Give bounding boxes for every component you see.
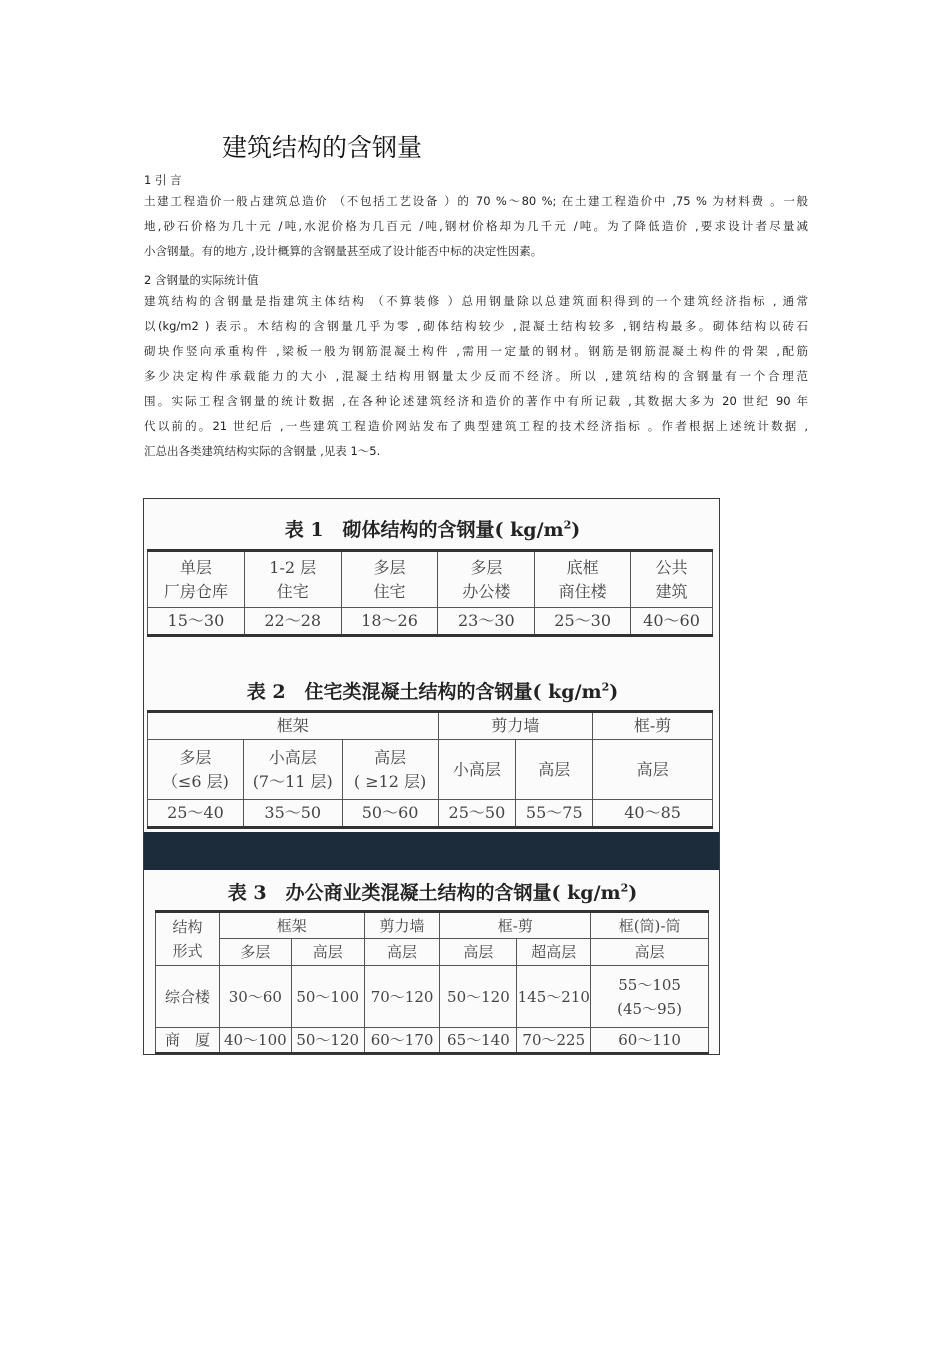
- table-group-header: 框-剪: [593, 712, 713, 740]
- table-header-cell: 小高层 (7～11 层): [243, 740, 342, 800]
- body-line: 围。实际工程含钢量的统计数据 ,在各种论述建筑经济和造价的著作中有所记载 ,其数据大多为 20 世纪 90 年: [144, 394, 808, 408]
- table-cell: 50～120: [440, 966, 517, 1028]
- table2-caption-end: ): [609, 681, 619, 703]
- body-line: 地,砂石价格为几十元 /吨,水泥价格为几百元 /吨,钢材价格却为几千元 /吨。为了降低造价 ,要求设计者尽量减: [144, 219, 808, 233]
- table-group-header: 框(筒)-筒: [591, 912, 709, 939]
- body-line: 建筑结构的含钢量是指建筑主体结构 （不算装修 ）总用钢量除以总建筑面积得到的一个建筑经济指标 , 通常: [144, 294, 808, 308]
- table-header-cell: 高层: [440, 939, 517, 966]
- table-row-label: 商 厦: [156, 1028, 220, 1054]
- table2-caption: [144, 677, 720, 704]
- table-row: [148, 800, 713, 828]
- table-cell: 30～60: [219, 966, 291, 1028]
- table3-caption-sup: 2: [620, 881, 629, 895]
- table-cell: 25～40: [148, 800, 244, 828]
- table-cell: 40～100: [219, 1028, 291, 1054]
- table-cell: 60～110: [591, 1028, 709, 1054]
- table-cell: 25～50: [438, 800, 516, 828]
- table-corner-cell: 结构 形式: [156, 912, 220, 966]
- table-row: [156, 1028, 709, 1054]
- table-header-cell: 多层: [219, 939, 291, 966]
- table1-caption: [144, 515, 720, 542]
- table-header-cell: 1-2 层 住宅: [244, 551, 341, 608]
- table-cell: 50～60: [342, 800, 438, 828]
- table-header-cell: 高层: [516, 740, 593, 800]
- table-header-cell: 公共 建筑: [631, 551, 713, 608]
- table-group-header: 剪力墙: [364, 912, 440, 939]
- table-cell: 35～50: [243, 800, 342, 828]
- table2-caption-text: 表 2 住宅类混凝土结构的含钢量( kg/m: [246, 681, 602, 703]
- table1-caption-sup: 2: [563, 518, 572, 532]
- table2-caption-sup: 2: [601, 680, 610, 694]
- page-title: 建筑结构的含钢量: [222, 133, 423, 162]
- table1-caption-end: ): [571, 519, 581, 541]
- table-header-cell: 超高层: [517, 939, 591, 966]
- body-line: 代以前的。21 世纪后 ,一些建筑工程造价网站发布了典型建筑工程的技术经济指标 。作者根据上述统计数据 ,: [144, 419, 808, 433]
- table1: [147, 549, 713, 637]
- table-cell: 25～30: [535, 608, 631, 636]
- table-cell: 55～105 (45～95): [591, 966, 709, 1028]
- table-header-cell: 高层: [291, 939, 364, 966]
- body-line: 多少决定构件承载能力的大小 ,混凝土结构用钢量太少反而不经济。所以 ,建筑结构的含钢量有一个合理范: [144, 369, 808, 383]
- section1-heading: 1 引 言: [144, 173, 182, 187]
- table-cell: 60～170: [364, 1028, 440, 1054]
- table-header-cell: 小高层: [438, 740, 516, 800]
- table-group-header: 框架: [148, 712, 439, 740]
- table2: [147, 710, 713, 829]
- table1-caption-text: 表 1 砌体结构的含钢量( kg/m: [284, 519, 564, 541]
- table-cell: 40～60: [631, 608, 713, 636]
- table-header-cell: 底框 商住楼: [535, 551, 631, 608]
- table-row: [148, 740, 713, 800]
- section2-heading: 2 含钢量的实际统计值: [144, 273, 259, 287]
- table-row-label: 综合楼: [156, 966, 220, 1028]
- table-cell: 65～140: [440, 1028, 517, 1054]
- table-cell: 50～100: [291, 966, 364, 1028]
- section1-body: [144, 189, 808, 264]
- table-cell: 50～120: [291, 1028, 364, 1054]
- table-cell: 55～75: [516, 800, 593, 828]
- table-cell: 145～210: [517, 966, 591, 1028]
- body-line: 汇总出各类建筑结构实际的含钢量 ,见表 1～5.: [144, 444, 381, 458]
- table3-caption-end: ): [628, 882, 638, 904]
- body-line: 土建工程造价一般占建筑总造价 （不包括工艺设备 ）的 70 %～80 %; 在土建工程造价中 ,75 % 为材料费 。一般: [144, 194, 808, 208]
- table3-caption-text: 表 3 办公商业类混凝土结构的含钢量( kg/m: [227, 882, 621, 904]
- table-header-cell: 高层: [591, 939, 709, 966]
- table-row: [156, 912, 709, 939]
- table-cell: 22～28: [244, 608, 341, 636]
- table-cell: 23～30: [438, 608, 535, 636]
- table-row: [156, 966, 709, 1028]
- table-header-cell: 多层 住宅: [341, 551, 438, 608]
- dark-separator-band: [144, 832, 720, 870]
- body-line: 以(kg/m2 ) 表示。木结构的含钢量几乎为零 ,砌体结构较少 ,混凝土结构较多 ,钢结构最多。砌体结构以砖石: [144, 319, 808, 333]
- table-group-header: 框-剪: [440, 912, 591, 939]
- table-group-header: 剪力墙: [438, 712, 593, 740]
- table-row: [148, 712, 713, 740]
- body-line: 小含钢量。有的地方 ,设计概算的含钢量甚至成了设计能否中标的决定性因素。: [144, 244, 543, 258]
- body-line: 砌块作竖向承重构件 ,梁板一般为钢筋混凝土构件 ,需用一定量的钢材。钢筋是钢筋混凝土构件的骨架 ,配筋: [144, 344, 808, 358]
- table-cell: 15～30: [148, 608, 245, 636]
- table-header-cell: 高层: [593, 740, 713, 800]
- table3-caption: [144, 878, 720, 905]
- table-header-cell: 多层 办公楼: [438, 551, 535, 608]
- tables-figure: [143, 498, 720, 1055]
- section2-body: [144, 289, 808, 464]
- table-cell: 70～120: [364, 966, 440, 1028]
- table-group-header: 框架: [219, 912, 364, 939]
- table-row: [148, 551, 713, 608]
- table-row: [148, 608, 713, 636]
- table-cell: 18～26: [341, 608, 438, 636]
- table-row: [156, 939, 709, 966]
- table-header-cell: 高层: [364, 939, 440, 966]
- table-cell: 40～85: [593, 800, 713, 828]
- table-cell: 70～225: [517, 1028, 591, 1054]
- table3: [155, 910, 709, 1055]
- table-header-cell: 单层 厂房仓库: [148, 551, 245, 608]
- table-header-cell: 多层 （≤6 层): [148, 740, 244, 800]
- table-header-cell: 高层 ( ≥12 层): [342, 740, 438, 800]
